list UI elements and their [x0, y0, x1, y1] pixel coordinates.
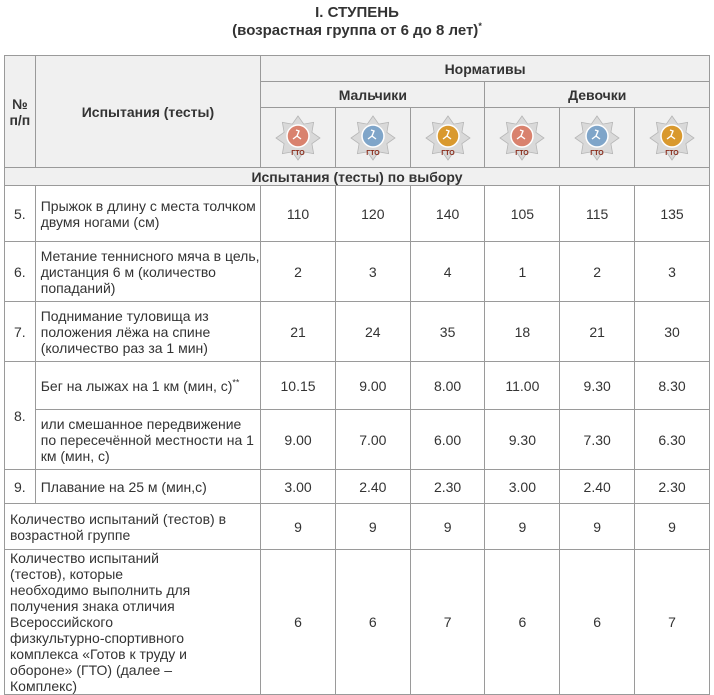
section-title: Испытания (тесты) по выбору — [5, 168, 710, 186]
value-cell: 105 — [485, 186, 560, 242]
test-name: Поднимание туловища из положения лёжа на спине (количество раз за 1 мин) — [35, 302, 260, 362]
subtitle-footnote-mark: * — [478, 21, 482, 31]
value-cell: 7.00 — [335, 410, 410, 470]
value-cell: 21 — [560, 302, 635, 362]
stage-title: I. СТУПЕНЬ — [315, 4, 399, 21]
value-cell: 30 — [635, 302, 710, 362]
value-cell: 7 — [410, 550, 485, 695]
value-cell: 3.00 — [485, 470, 560, 504]
value-cell: 35 — [410, 302, 485, 362]
value-cell: 3 — [635, 242, 710, 302]
value-cell: 9.00 — [261, 410, 336, 470]
value-cell: 120 — [335, 186, 410, 242]
value-cell: 2.30 — [635, 470, 710, 504]
value-cell: 2 — [560, 242, 635, 302]
value-cell: 21 — [261, 302, 336, 362]
value-cell: 18 — [485, 302, 560, 362]
value-cell: 7 — [635, 550, 710, 695]
gto-norms-table — [4, 55, 710, 695]
value-cell: 6.30 — [635, 410, 710, 470]
badge-cell — [410, 108, 485, 168]
value-cell: 110 — [261, 186, 336, 242]
value-cell: 9 — [485, 504, 560, 550]
test-name: Метание теннисного мяча в цель, дистанция 6 м (количество попаданий) — [35, 242, 260, 302]
value-cell: 11.00 — [485, 362, 560, 410]
col-header-number: № п/п — [5, 56, 36, 168]
test-name: или смешанное передвижение по пересечённой местности на 1 км (мин, с) — [35, 410, 260, 470]
value-cell: 3.00 — [261, 470, 336, 504]
required-count-label: Количество испытаний (тестов), которые необходимо выполнить для получения знака отличия Всероссийского физкультурно-спортивного комплекса «Готов к труду и обороне» (ГТО) (далее – Комплекс) — [5, 550, 261, 695]
gto-badge-bronze-icon — [274, 115, 322, 161]
gto-badge-gold-icon — [424, 115, 472, 161]
value-cell: 115 — [560, 186, 635, 242]
value-cell: 8.00 — [410, 362, 485, 410]
test-name — [35, 362, 260, 410]
value-cell: 4 — [410, 242, 485, 302]
test-name: Плавание на 25 м (мин,с) — [35, 470, 260, 504]
badge-label: ГТО — [291, 149, 305, 157]
badge-label: ГТО — [366, 149, 380, 157]
value-cell: 2.40 — [335, 470, 410, 504]
value-cell: 9.30 — [560, 362, 635, 410]
gto-badge-bronze-icon — [498, 115, 546, 161]
row-number: 9. — [5, 470, 36, 504]
table-row — [5, 410, 710, 470]
col-header-girls: Девочки — [485, 82, 710, 108]
value-cell: 24 — [335, 302, 410, 362]
table-row — [5, 550, 710, 695]
test-name: Прыжок в длину с места толчком двумя ногами (см) — [35, 186, 260, 242]
row-number: 8. — [5, 362, 36, 470]
value-cell: 10.15 — [261, 362, 336, 410]
row-number: 5. — [5, 186, 36, 242]
table-row — [5, 242, 710, 302]
badge-cell — [485, 108, 560, 168]
value-cell: 9 — [261, 504, 336, 550]
col-header-boys: Мальчики — [261, 82, 485, 108]
badge-label: ГТО — [665, 149, 679, 157]
ski-footnote-mark: ** — [232, 376, 240, 387]
badge-cell — [335, 108, 410, 168]
age-group-subtitle — [0, 21, 714, 40]
badge-cell — [560, 108, 635, 168]
badge-label: ГТО — [590, 149, 604, 157]
badge-label: ГТО — [440, 149, 455, 157]
badge-label: ГТО — [515, 149, 530, 157]
value-cell: 9.30 — [485, 410, 560, 470]
value-cell: 3 — [335, 242, 410, 302]
badge-cell — [635, 108, 710, 168]
value-cell: 9 — [335, 504, 410, 550]
value-cell: 1 — [485, 242, 560, 302]
test-count-label: Количество испытаний (тестов) в возрастной группе — [5, 504, 261, 550]
value-cell: 6 — [485, 550, 560, 695]
value-cell: 135 — [635, 186, 710, 242]
badge-cell — [261, 108, 336, 168]
value-cell: 6 — [335, 550, 410, 695]
col-header-test: Испытания (тесты) — [35, 56, 260, 168]
value-cell: 6.00 — [410, 410, 485, 470]
table-row — [5, 302, 710, 362]
row-number: 7. — [5, 302, 36, 362]
value-cell: 140 — [410, 186, 485, 242]
ski-test-text: Бег на лыжах на 1 км (мин, с) — [40, 377, 233, 394]
table-row — [5, 504, 710, 550]
table-row — [5, 362, 710, 410]
subtitle-text: (возрастная группа от 6 до 8 лет) — [232, 22, 479, 39]
table-row — [5, 470, 710, 504]
value-cell: 8.30 — [635, 362, 710, 410]
value-cell: 9 — [635, 504, 710, 550]
value-cell: 6 — [261, 550, 336, 695]
value-cell: 9 — [410, 504, 485, 550]
gto-badge-gold-icon — [648, 115, 696, 161]
value-cell: 2 — [261, 242, 336, 302]
value-cell: 9 — [560, 504, 635, 550]
value-cell: 2.40 — [560, 470, 635, 504]
gto-badge-silver-icon — [349, 115, 397, 161]
value-cell: 7.30 — [560, 410, 635, 470]
table-row — [5, 186, 710, 242]
value-cell: 2.30 — [410, 470, 485, 504]
gto-badge-silver-icon — [573, 115, 621, 161]
value-cell: 9.00 — [335, 362, 410, 410]
value-cell: 6 — [560, 550, 635, 695]
row-number: 6. — [5, 242, 36, 302]
col-header-norms: Нормативы — [261, 56, 710, 82]
